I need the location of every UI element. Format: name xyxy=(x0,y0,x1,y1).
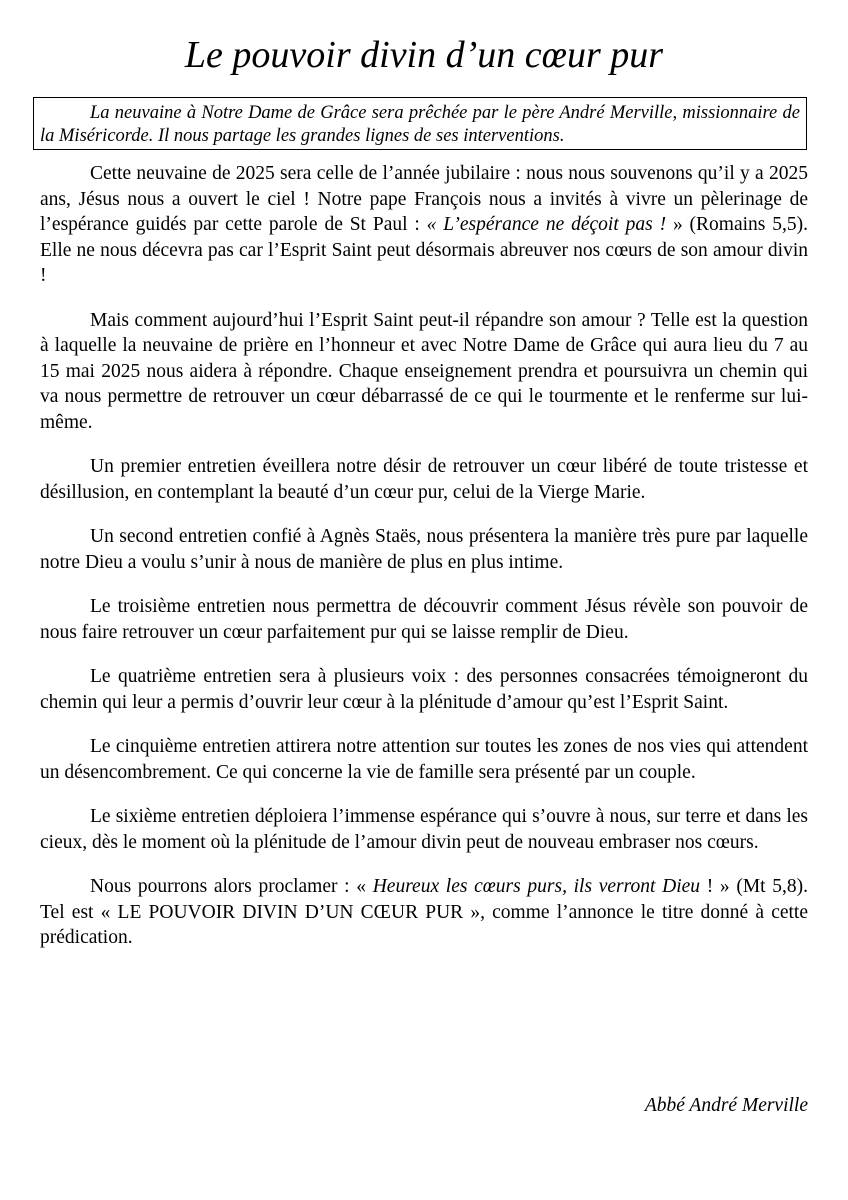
paragraph-7: Le cinquième entretien attirera notre attention sur toutes les zones de nos vies qui attendent un désencombrement. Ce qui concerne la vie de famille sera présenté par un couple. xyxy=(40,736,808,783)
intro-box: La neuvaine à Notre Dame de Grâce sera prêchée par le père André Merville, missionnaire de la Miséricorde. Il nous partage les grandes lignes de ses interventions. xyxy=(33,97,807,150)
paragraph-9-text: Nous pourrons alors proclamer : « xyxy=(90,876,373,897)
paragraph-4: Un second entretien confié à Agnès Staës, nous présentera la manière très pure par laquelle notre Dieu a voulu s’unir à nous de manière de plus en plus intime. xyxy=(40,526,808,573)
paragraph-1-text-end: » (Romains 5,5). Elle ne nous décevra pas car l’Esprit Saint peut désormais abreuver nos cœurs de son amour divin ! xyxy=(40,214,808,286)
paragraph-3: Un premier entretien éveillera notre désir de retrouver un cœur libéré de toute tristesse et désillusion, en contemplant la beauté d’un cœur pur, celui de la Vierge Marie. xyxy=(40,456,808,503)
page-title: Le pouvoir divin d’un cœur pur xyxy=(184,34,664,76)
paragraph-8: Le sixième entretien déploiera l’immense espérance qui s’ouvre à nous, sur terre et dans les cieux, dès le moment où la plénitude de l’amour divin peut de nouveau embraser nos cœurs. xyxy=(40,806,808,853)
paragraph-9 xyxy=(40,874,808,951)
paragraph-5: Le troisième entretien nous permettra de découvrir comment Jésus révèle son pouvoir de nous faire retrouver un cœur parfaitement pur qui se laisse remplir de Dieu. xyxy=(40,596,808,643)
signature: Abbé André Merville xyxy=(644,1095,808,1116)
article-body xyxy=(40,161,808,951)
paragraph-6: Le quatrième entretien sera à plusieurs voix : des personnes consacrées témoigneront du chemin qui leur a permis d’ouvrir leur cœur à la plénitude d’amour qu’est l’Esprit Saint. xyxy=(40,666,808,713)
paragraph-1-text: Cette neuvaine de 2025 sera celle de l’année jubilaire : nous nous souvenons qu’il y a 2025 ans, Jésus nous a ouvert le ciel ! Notre pape François nous a invités à vivre un pèlerinage de l’espérance guidés par cette parole de St Paul : xyxy=(40,163,808,235)
paragraph-2: Mais comment aujourd’hui l’Esprit Saint peut-il répandre son amour ? Telle est la question à laquelle la neuvaine de prière en l’honneur et avec Notre Dame de Grâce qui aura lieu du 7 au 15 mai 2025 nous aidera à répondre. Chaque enseignement prendra et poursuivra un chemin qui va nous permettre de retrouver un cœur débarrassé de ce qui le tourmente et le renferme sur lui-même. xyxy=(40,309,808,433)
paragraph-9-quote: Heureux les cœurs purs, ils verront Dieu xyxy=(372,876,701,897)
paragraph-1-quote: « L’espérance ne déçoit pas ! xyxy=(426,214,673,235)
paragraph-9-text-end: ! » (Mt 5,8). Tel est « LE POUVOIR DIVIN D’UN CŒUR PUR », comme l’annonce le titre donné à cette prédication. xyxy=(40,876,808,948)
paragraph-1 xyxy=(40,161,808,289)
